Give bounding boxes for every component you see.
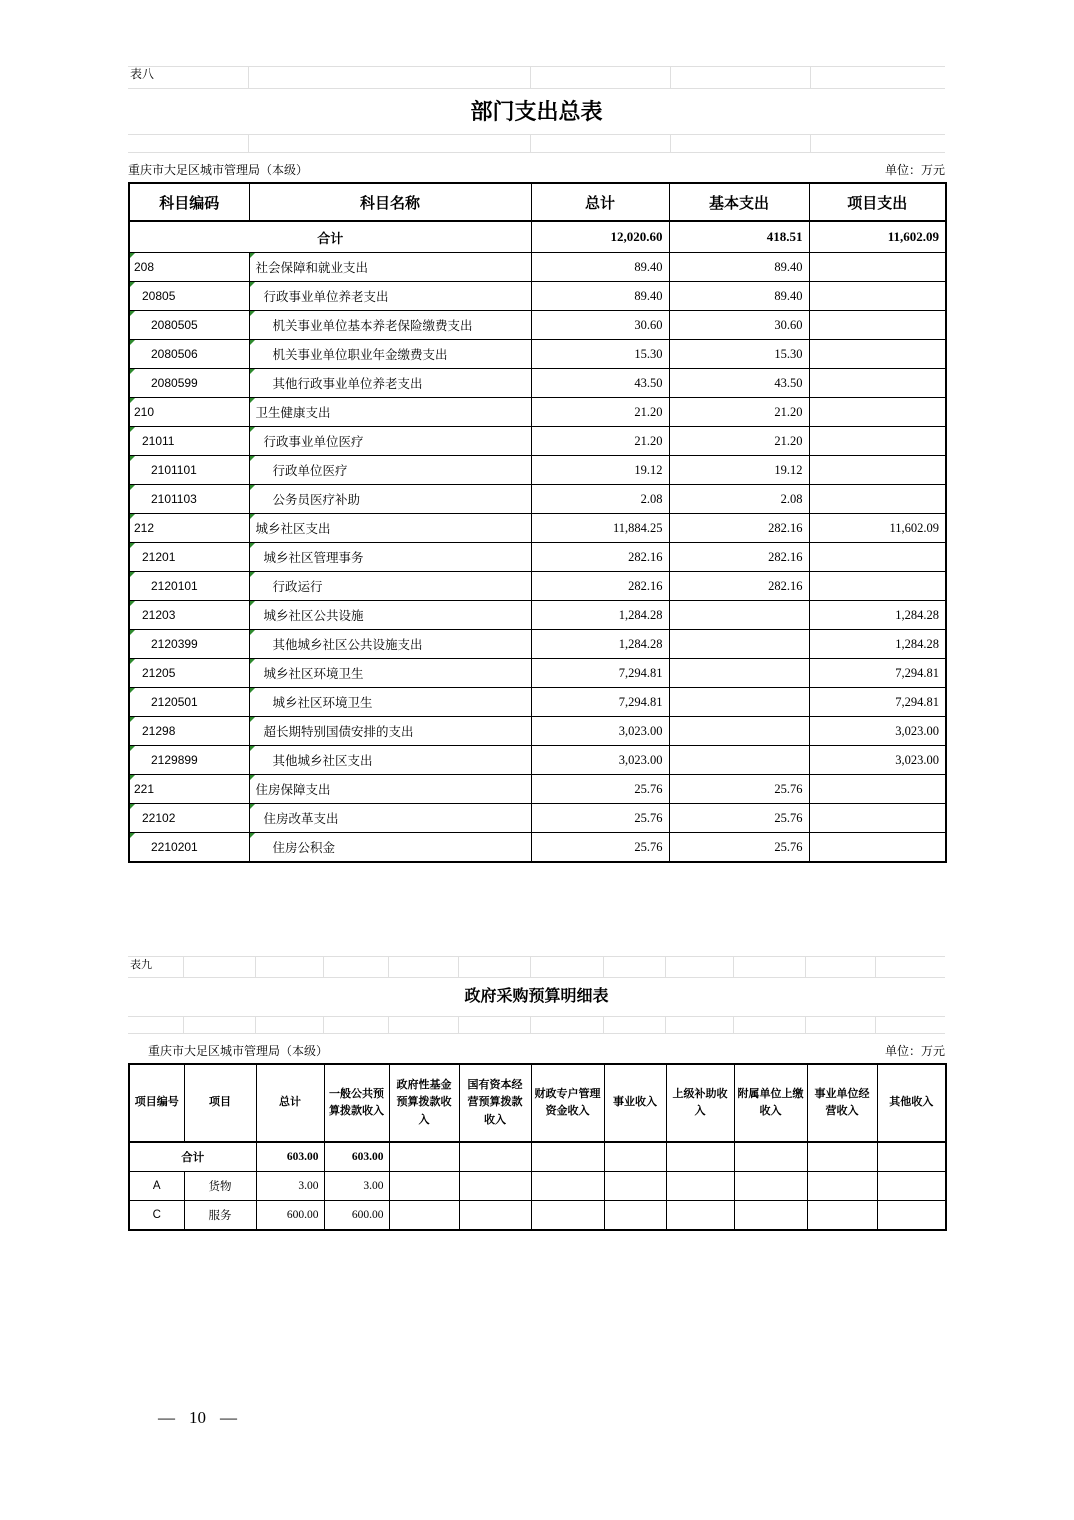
amount-cell: 7,294.81 — [531, 688, 669, 717]
total-value-cell: 603.00 — [256, 1142, 324, 1172]
expenditure-table-header — [129, 183, 946, 221]
faint-gridline — [530, 134, 531, 152]
amount-cell: 2.08 — [669, 485, 809, 514]
total-value-cell — [389, 1142, 459, 1172]
table-row — [129, 804, 946, 833]
total-value-cell — [877, 1142, 946, 1172]
amount-cell: 1,284.28 — [531, 630, 669, 659]
amount-cell — [877, 1172, 946, 1201]
amount-cell — [807, 1201, 877, 1231]
amount-cell: 21.20 — [669, 427, 809, 456]
faint-gridline — [248, 134, 249, 152]
amount-cell: 282.16 — [531, 543, 669, 572]
table8-tag: 表八 — [130, 67, 155, 81]
amount-cell — [669, 601, 809, 630]
procurement-table-header — [129, 1064, 946, 1142]
excel-flag-icon — [130, 804, 135, 809]
excel-flag-icon — [130, 717, 135, 722]
table9-unit-label: 单位：万元 — [884, 1044, 945, 1058]
col-business-income: 事业收入 — [604, 1064, 666, 1142]
amount-cell: 89.40 — [531, 282, 669, 311]
amount-cell: 25.76 — [669, 804, 809, 833]
table-row — [129, 311, 946, 340]
faint-gridline — [323, 956, 324, 977]
table-row — [129, 398, 946, 427]
table8-org-row — [128, 152, 945, 178]
excel-flag-icon — [130, 572, 135, 577]
amount-cell: 30.60 — [669, 311, 809, 340]
faint-gridline — [603, 1016, 604, 1033]
faint-gridline — [810, 134, 811, 152]
faint-gridline — [603, 956, 604, 977]
amount-cell — [809, 369, 946, 398]
item-name-cell: 服务 — [184, 1201, 256, 1231]
subject-name-cell: 其他行政事业单位养老支出 — [249, 369, 531, 398]
subject-code-cell: 22102 — [129, 804, 249, 833]
amount-cell — [809, 804, 946, 833]
faint-gridline — [670, 66, 671, 88]
table-row — [129, 775, 946, 804]
amount-cell — [809, 572, 946, 601]
col-subject-name: 科目名称 — [249, 183, 531, 221]
amount-cell — [877, 1201, 946, 1231]
faint-gridline — [670, 134, 671, 152]
table-row — [129, 717, 946, 746]
table-row — [129, 456, 946, 485]
faint-gridline — [530, 66, 531, 88]
amount-cell: 43.50 — [531, 369, 669, 398]
faint-gridline — [323, 1016, 324, 1033]
excel-flag-icon — [250, 253, 255, 258]
faint-gridline — [183, 956, 184, 977]
excel-flag-icon — [130, 398, 135, 403]
subject-code-cell: 2080505 — [129, 311, 249, 340]
table-row — [129, 572, 946, 601]
amount-cell: 3,023.00 — [809, 746, 946, 775]
amount-cell: 3,023.00 — [531, 746, 669, 775]
total-row — [129, 1142, 946, 1172]
excel-flag-icon — [130, 253, 135, 258]
subject-name-cell: 行政单位医疗 — [249, 456, 531, 485]
excel-flag-icon — [130, 311, 135, 316]
excel-flag-icon — [130, 601, 135, 606]
subject-code-cell: 20805 — [129, 282, 249, 311]
table8-title: 部门支出总表 — [470, 99, 603, 124]
page-number-dash-right: — — [220, 1408, 237, 1427]
amount-cell: 7,294.81 — [809, 659, 946, 688]
amount-cell — [809, 311, 946, 340]
total-value-cell: 418.51 — [669, 221, 809, 253]
excel-flag-icon — [250, 514, 255, 519]
amount-cell — [809, 427, 946, 456]
table-row — [129, 253, 946, 282]
col-total: 总计 — [531, 183, 669, 221]
table-row — [129, 630, 946, 659]
amount-cell — [809, 282, 946, 311]
total-value-cell — [459, 1142, 531, 1172]
col-project-expense: 项目支出 — [809, 183, 946, 221]
amount-cell: 19.12 — [531, 456, 669, 485]
excel-flag-icon — [130, 746, 135, 751]
faint-gridline — [458, 1016, 459, 1033]
faint-gridline — [733, 1016, 734, 1033]
faint-gridline — [458, 956, 459, 977]
amount-cell: 15.30 — [669, 340, 809, 369]
amount-cell: 21.20 — [669, 398, 809, 427]
subject-name-cell: 城乡社区公共设施 — [249, 601, 531, 630]
subject-name-cell: 机关事业单位职业年金缴费支出 — [249, 340, 531, 369]
table-row — [129, 543, 946, 572]
table-row — [129, 601, 946, 630]
excel-flag-icon — [250, 398, 255, 403]
page-number-value: 10 — [189, 1408, 206, 1427]
subject-name-cell: 住房改革支出 — [249, 804, 531, 833]
table-row — [129, 1172, 946, 1201]
excel-flag-icon — [130, 630, 135, 635]
subject-code-cell: 2120501 — [129, 688, 249, 717]
table-row — [129, 427, 946, 456]
excel-flag-icon — [250, 572, 255, 577]
excel-flag-icon — [130, 427, 135, 432]
faint-gridline — [248, 66, 249, 88]
col-operating-income: 事业单位经营收入 — [807, 1064, 877, 1142]
amount-cell: 600.00 — [256, 1201, 324, 1231]
subject-code-cell: 212 — [129, 514, 249, 543]
total-value-cell: 11,602.09 — [809, 221, 946, 253]
total-value-cell — [734, 1142, 807, 1172]
amount-cell: 25.76 — [669, 775, 809, 804]
subject-name-cell: 行政事业单位养老支出 — [249, 282, 531, 311]
excel-flag-icon — [250, 456, 255, 461]
table-row — [129, 659, 946, 688]
col-basic-expense: 基本支出 — [669, 183, 809, 221]
total-value-cell — [604, 1142, 666, 1172]
table-row — [129, 746, 946, 775]
total-value-cell — [807, 1142, 877, 1172]
amount-cell — [809, 340, 946, 369]
amount-cell: 3,023.00 — [809, 717, 946, 746]
col-subject-code: 科目编码 — [129, 183, 249, 221]
item-code-cell: A — [129, 1172, 184, 1201]
col-affiliate-remit: 附属单位上缴收入 — [734, 1064, 807, 1142]
amount-cell: 3.00 — [256, 1172, 324, 1201]
faint-gridline — [665, 956, 666, 977]
col-general-budget: 一般公共预算拨款收入 — [324, 1064, 389, 1142]
subject-code-cell: 21298 — [129, 717, 249, 746]
procurement-table-body — [129, 1142, 946, 1230]
subject-name-cell: 超长期特别国债安排的支出 — [249, 717, 531, 746]
excel-flag-icon — [130, 369, 135, 374]
faint-gridline — [388, 1016, 389, 1033]
total-value-cell — [531, 1142, 604, 1172]
total-label-cell: 合计 — [129, 221, 531, 253]
subject-code-cell: 221 — [129, 775, 249, 804]
faint-gridline — [255, 1016, 256, 1033]
subject-name-cell: 城乡社区支出 — [249, 514, 531, 543]
faint-gridline — [805, 956, 806, 977]
amount-cell: 25.76 — [669, 833, 809, 863]
table9-org-row — [128, 1035, 945, 1059]
total-value-cell — [666, 1142, 734, 1172]
amount-cell: 15.30 — [531, 340, 669, 369]
total-value-cell: 603.00 — [324, 1142, 389, 1172]
amount-cell: 89.40 — [669, 282, 809, 311]
amount-cell: 89.40 — [669, 253, 809, 282]
excel-flag-icon — [130, 485, 135, 490]
col-item-code: 项目编号 — [129, 1064, 184, 1142]
amount-cell — [669, 717, 809, 746]
faint-gridline — [128, 1033, 945, 1034]
table-row — [129, 485, 946, 514]
amount-cell — [807, 1172, 877, 1201]
subject-name-cell: 城乡社区管理事务 — [249, 543, 531, 572]
amount-cell: 25.76 — [531, 804, 669, 833]
subject-code-cell: 2080506 — [129, 340, 249, 369]
excel-flag-icon — [130, 514, 135, 519]
subject-code-cell: 21011 — [129, 427, 249, 456]
col-gov-fund: 政府性基金预算拨款收入 — [389, 1064, 459, 1142]
excel-flag-icon — [250, 746, 255, 751]
subject-name-cell: 公务员医疗补助 — [249, 485, 531, 514]
subject-code-cell: 21205 — [129, 659, 249, 688]
amount-cell — [389, 1201, 459, 1231]
amount-cell: 1,284.28 — [809, 601, 946, 630]
amount-cell: 7,294.81 — [809, 688, 946, 717]
subject-code-cell: 2210201 — [129, 833, 249, 863]
amount-cell: 25.76 — [531, 833, 669, 863]
subject-code-cell: 208 — [129, 253, 249, 282]
subject-code-cell: 2080599 — [129, 369, 249, 398]
col-fiscal-account: 财政专户管理资金收入 — [531, 1064, 604, 1142]
subject-name-cell: 住房保障支出 — [249, 775, 531, 804]
amount-cell: 3,023.00 — [531, 717, 669, 746]
amount-cell — [734, 1201, 807, 1231]
faint-gridline — [530, 1016, 531, 1033]
subject-name-cell: 城乡社区环境卫生 — [249, 688, 531, 717]
amount-cell — [531, 1201, 604, 1231]
amount-cell: 19.12 — [669, 456, 809, 485]
amount-cell: 2.08 — [531, 485, 669, 514]
table-row — [129, 1201, 946, 1231]
total-row — [129, 221, 946, 253]
table9-tag: 表九 — [130, 959, 152, 971]
amount-cell — [666, 1172, 734, 1201]
subject-code-cell: 21201 — [129, 543, 249, 572]
excel-flag-icon — [250, 311, 255, 316]
subject-code-cell: 21203 — [129, 601, 249, 630]
faint-gridline — [665, 1016, 666, 1033]
excel-flag-icon — [250, 688, 255, 693]
amount-cell: 1,284.28 — [531, 601, 669, 630]
subject-name-cell: 其他城乡社区公共设施支出 — [249, 630, 531, 659]
excel-flag-icon — [250, 369, 255, 374]
col-state-capital: 国有资本经营预算拨款收入 — [459, 1064, 531, 1142]
amount-cell — [459, 1201, 531, 1231]
subject-name-cell: 其他城乡社区支出 — [249, 746, 531, 775]
amount-cell — [809, 485, 946, 514]
excel-flag-icon — [250, 601, 255, 606]
subject-name-cell: 社会保障和就业支出 — [249, 253, 531, 282]
excel-flag-icon — [250, 427, 255, 432]
faint-gridline — [183, 1016, 184, 1033]
subject-name-cell: 住房公积金 — [249, 833, 531, 863]
faint-gridline — [128, 956, 945, 957]
amount-cell: 25.76 — [531, 775, 669, 804]
amount-cell — [734, 1172, 807, 1201]
excel-flag-icon — [130, 543, 135, 548]
amount-cell: 1,284.28 — [809, 630, 946, 659]
amount-cell — [604, 1172, 666, 1201]
expenditure-summary-table — [128, 182, 947, 863]
amount-cell — [809, 398, 946, 427]
excel-flag-icon — [250, 630, 255, 635]
subject-name-cell: 卫生健康支出 — [249, 398, 531, 427]
col-grand-total: 总计 — [256, 1064, 324, 1142]
excel-flag-icon — [250, 804, 255, 809]
excel-flag-icon — [130, 775, 135, 780]
page-number — [158, 1408, 251, 1428]
amount-cell — [809, 543, 946, 572]
col-superior-subsidy: 上级补助收入 — [666, 1064, 734, 1142]
subject-name-cell: 行政运行 — [249, 572, 531, 601]
amount-cell — [669, 688, 809, 717]
total-label-cell: 合计 — [129, 1142, 256, 1172]
amount-cell: 7,294.81 — [531, 659, 669, 688]
faint-gridline — [810, 66, 811, 88]
amount-cell — [809, 456, 946, 485]
page-number-dash-left: — — [158, 1408, 175, 1427]
excel-flag-icon — [130, 688, 135, 693]
faint-gridline — [875, 956, 876, 977]
amount-cell: 282.16 — [531, 572, 669, 601]
subject-name-cell: 机关事业单位基本养老保险缴费支出 — [249, 311, 531, 340]
excel-flag-icon — [130, 456, 135, 461]
faint-gridline — [733, 956, 734, 977]
amount-cell: 600.00 — [324, 1201, 389, 1231]
subject-name-cell: 城乡社区环境卫生 — [249, 659, 531, 688]
amount-cell — [809, 253, 946, 282]
amount-cell: 3.00 — [324, 1172, 389, 1201]
subject-code-cell: 2101101 — [129, 456, 249, 485]
table-row — [129, 369, 946, 398]
table-row — [129, 833, 946, 863]
amount-cell — [809, 775, 946, 804]
amount-cell: 21.20 — [531, 398, 669, 427]
item-name-cell: 货物 — [184, 1172, 256, 1201]
amount-cell — [669, 659, 809, 688]
amount-cell — [604, 1201, 666, 1231]
excel-flag-icon — [250, 340, 255, 345]
faint-gridline — [530, 956, 531, 977]
subject-code-cell: 2101103 — [129, 485, 249, 514]
table9-title: 政府采购预算明细表 — [464, 988, 609, 1005]
faint-gridline — [255, 956, 256, 977]
excel-flag-icon — [130, 833, 135, 838]
item-code-cell: C — [129, 1201, 184, 1231]
expenditure-table-body — [129, 221, 946, 862]
amount-cell — [666, 1201, 734, 1231]
excel-flag-icon — [250, 833, 255, 838]
table-row — [129, 514, 946, 543]
subject-code-cell: 2120399 — [129, 630, 249, 659]
table-row — [129, 340, 946, 369]
faint-gridline — [388, 956, 389, 977]
excel-flag-icon — [250, 485, 255, 490]
excel-flag-icon — [250, 775, 255, 780]
amount-cell: 282.16 — [669, 572, 809, 601]
amount-cell — [389, 1172, 459, 1201]
amount-cell: 21.20 — [531, 427, 669, 456]
subject-code-cell: 2129899 — [129, 746, 249, 775]
table8-unit-label: 单位：万元 — [884, 163, 945, 177]
amount-cell: 282.16 — [669, 543, 809, 572]
excel-flag-icon — [250, 543, 255, 548]
excel-flag-icon — [250, 659, 255, 664]
subject-code-cell: 210 — [129, 398, 249, 427]
amount-cell — [459, 1172, 531, 1201]
table-row — [129, 282, 946, 311]
subject-code-cell: 2120101 — [129, 572, 249, 601]
table9-org-label: 重庆市大足区城市管理局（本级） — [148, 1044, 329, 1058]
amount-cell — [669, 630, 809, 659]
faint-gridline — [875, 1016, 876, 1033]
faint-gridline — [805, 1016, 806, 1033]
excel-flag-icon — [130, 340, 135, 345]
amount-cell: 282.16 — [669, 514, 809, 543]
faint-gridline — [128, 66, 945, 67]
amount-cell — [809, 833, 946, 863]
excel-flag-icon — [250, 717, 255, 722]
col-item: 项目 — [184, 1064, 256, 1142]
procurement-budget-table — [128, 1063, 947, 1231]
excel-flag-icon — [130, 659, 135, 664]
amount-cell: 30.60 — [531, 311, 669, 340]
total-value-cell: 12,020.60 — [531, 221, 669, 253]
excel-flag-icon — [130, 282, 135, 287]
amount-cell: 43.50 — [669, 369, 809, 398]
subject-name-cell: 行政事业单位医疗 — [249, 427, 531, 456]
amount-cell: 89.40 — [531, 253, 669, 282]
amount-cell: 11,602.09 — [809, 514, 946, 543]
table-row — [129, 688, 946, 717]
amount-cell — [531, 1172, 604, 1201]
amount-cell: 11,884.25 — [531, 514, 669, 543]
col-other-income: 其他收入 — [877, 1064, 946, 1142]
amount-cell — [669, 746, 809, 775]
table8-org-label: 重庆市大足区城市管理局（本级） — [128, 163, 309, 177]
excel-flag-icon — [250, 282, 255, 287]
